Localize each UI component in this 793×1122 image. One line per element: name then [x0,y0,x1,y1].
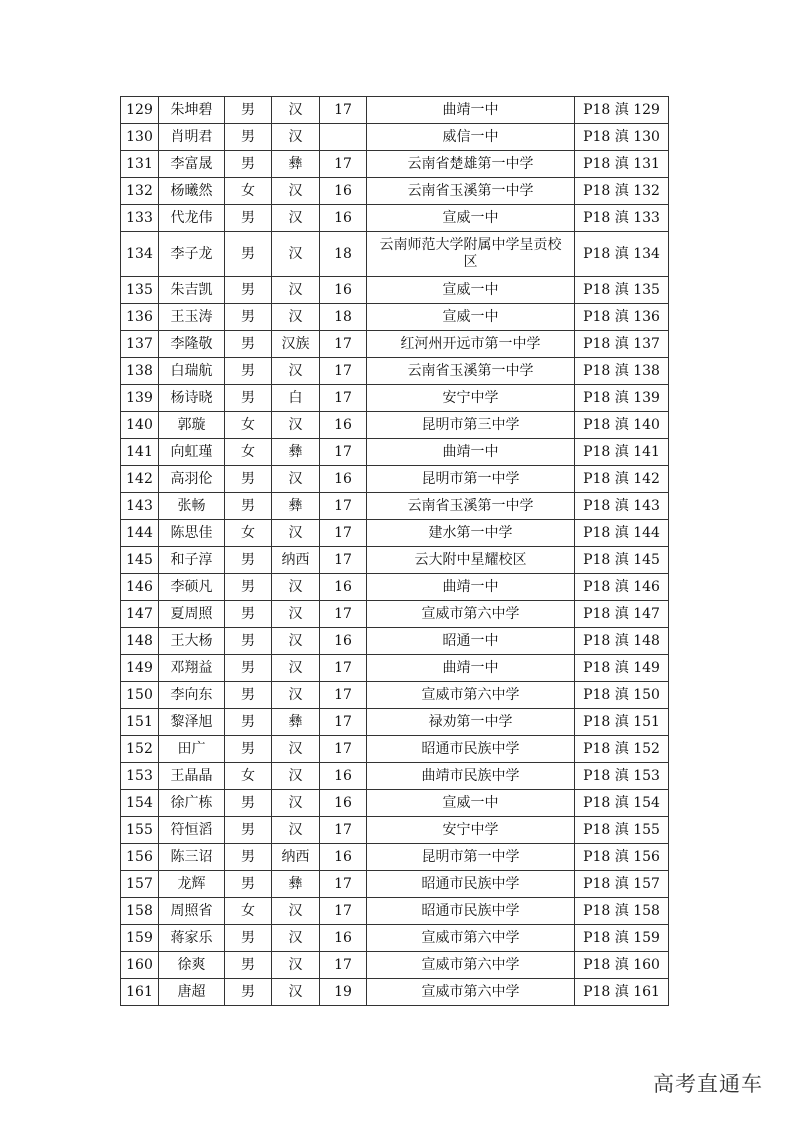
row-number-cell: 144 [121,520,159,547]
student-name-cell: 朱坤碧 [159,97,225,124]
student-id-cell: P18 滇 141 [575,439,669,466]
student-id-cell: P18 滇 145 [575,547,669,574]
age-cell [320,124,367,151]
age-cell: 17 [320,439,367,466]
school-cell: 红河州开远市第一中学 [367,331,575,358]
row-number-cell: 151 [121,709,159,736]
table-row [121,952,669,979]
row-number-cell: 158 [121,898,159,925]
sex-cell: 男 [225,232,272,277]
sex-cell: 男 [225,151,272,178]
table-row [121,178,669,205]
sex-cell: 男 [225,952,272,979]
table-row [121,439,669,466]
sex-cell: 男 [225,466,272,493]
student-id-cell: P18 滇 129 [575,97,669,124]
student-id-cell: P18 滇 150 [575,682,669,709]
table-row [121,871,669,898]
student-name-cell: 周照省 [159,898,225,925]
table-row [121,817,669,844]
student-name-cell: 肖明君 [159,124,225,151]
school-cell: 宣威市第六中学 [367,682,575,709]
row-number-cell: 133 [121,205,159,232]
student-name-cell: 李隆敬 [159,331,225,358]
sex-cell: 男 [225,304,272,331]
student-name-cell: 高羽伦 [159,466,225,493]
sex-cell: 男 [225,682,272,709]
student-name-cell: 龙辉 [159,871,225,898]
school-cell: 昆明市第一中学 [367,466,575,493]
school-cell: 昭通市民族中学 [367,736,575,763]
age-cell: 17 [320,817,367,844]
student-id-cell: P18 滇 132 [575,178,669,205]
row-number-cell: 132 [121,178,159,205]
student-id-cell: P18 滇 143 [575,493,669,520]
age-cell: 17 [320,547,367,574]
sex-cell: 男 [225,331,272,358]
row-number-cell: 134 [121,232,159,277]
student-roster-table [120,96,669,1006]
table-row [121,466,669,493]
row-number-cell: 145 [121,547,159,574]
row-number-cell: 155 [121,817,159,844]
student-name-cell: 张畅 [159,493,225,520]
age-cell: 17 [320,601,367,628]
row-number-cell: 148 [121,628,159,655]
sex-cell: 男 [225,871,272,898]
age-cell: 17 [320,736,367,763]
sex-cell: 男 [225,601,272,628]
sex-cell: 女 [225,178,272,205]
age-cell: 17 [320,898,367,925]
age-cell: 17 [320,493,367,520]
student-name-cell: 郭璇 [159,412,225,439]
ethnicity-cell: 纳西 [272,547,320,574]
table-row [121,547,669,574]
student-id-cell: P18 滇 159 [575,925,669,952]
table-row [121,493,669,520]
ethnicity-cell: 汉 [272,97,320,124]
student-name-cell: 黎泽旭 [159,709,225,736]
ethnicity-cell: 汉 [272,925,320,952]
age-cell: 16 [320,628,367,655]
student-id-cell: P18 滇 154 [575,790,669,817]
sex-cell: 女 [225,763,272,790]
row-number-cell: 139 [121,385,159,412]
student-name-cell: 杨诗晓 [159,385,225,412]
sex-cell: 男 [225,709,272,736]
student-id-cell: P18 滇 153 [575,763,669,790]
student-name-cell: 李向东 [159,682,225,709]
student-name-cell: 徐广栋 [159,790,225,817]
age-cell: 17 [320,331,367,358]
row-number-cell: 147 [121,601,159,628]
sex-cell: 男 [225,817,272,844]
sex-cell: 女 [225,439,272,466]
student-name-cell: 徐爽 [159,952,225,979]
ethnicity-cell: 汉 [272,358,320,385]
row-number-cell: 152 [121,736,159,763]
ethnicity-cell: 彝 [272,871,320,898]
sex-cell: 男 [225,628,272,655]
sex-cell: 男 [225,979,272,1006]
age-cell: 18 [320,304,367,331]
student-name-cell: 王大杨 [159,628,225,655]
student-name-cell: 代龙伟 [159,205,225,232]
age-cell: 16 [320,790,367,817]
sex-cell: 男 [225,385,272,412]
age-cell: 16 [320,277,367,304]
school-cell: 昭通市民族中学 [367,871,575,898]
age-cell: 16 [320,178,367,205]
school-cell: 云大附中星耀校区 [367,547,575,574]
row-number-cell: 146 [121,574,159,601]
ethnicity-cell: 汉 [272,979,320,1006]
table-row [121,736,669,763]
watermark-text: 高考直通车 [653,1072,763,1096]
ethnicity-cell: 汉 [272,124,320,151]
table-row [121,790,669,817]
age-cell: 16 [320,844,367,871]
ethnicity-cell: 汉族 [272,331,320,358]
school-cell: 宣威一中 [367,277,575,304]
school-cell: 昭通一中 [367,628,575,655]
student-name-cell: 田广 [159,736,225,763]
age-cell: 16 [320,925,367,952]
row-number-cell: 130 [121,124,159,151]
row-number-cell: 160 [121,952,159,979]
sex-cell: 男 [225,97,272,124]
school-cell: 安宁中学 [367,817,575,844]
sex-cell: 男 [225,547,272,574]
table-row [121,655,669,682]
row-number-cell: 149 [121,655,159,682]
school-cell: 安宁中学 [367,385,575,412]
student-name-cell: 陈思佳 [159,520,225,547]
ethnicity-cell: 白 [272,385,320,412]
student-id-cell: P18 滇 144 [575,520,669,547]
school-cell: 云南省楚雄第一中学 [367,151,575,178]
sex-cell: 女 [225,898,272,925]
school-cell: 曲靖一中 [367,97,575,124]
student-id-cell: P18 滇 161 [575,979,669,1006]
age-cell: 17 [320,385,367,412]
student-name-cell: 邓翔益 [159,655,225,682]
ethnicity-cell: 彝 [272,151,320,178]
student-name-cell: 杨曦然 [159,178,225,205]
table-row [121,385,669,412]
table-row [121,232,669,277]
student-id-cell: P18 滇 146 [575,574,669,601]
table-row [121,763,669,790]
student-name-cell: 李富晟 [159,151,225,178]
ethnicity-cell: 汉 [272,520,320,547]
ethnicity-cell: 汉 [272,952,320,979]
row-number-cell: 153 [121,763,159,790]
student-id-cell: P18 滇 130 [575,124,669,151]
age-cell: 16 [320,763,367,790]
ethnicity-cell: 汉 [272,898,320,925]
student-name-cell: 和子淳 [159,547,225,574]
row-number-cell: 159 [121,925,159,952]
sex-cell: 男 [225,358,272,385]
table-row [121,601,669,628]
school-cell: 宣威市第六中学 [367,979,575,1006]
student-name-cell: 李子龙 [159,232,225,277]
ethnicity-cell: 汉 [272,655,320,682]
student-id-cell: P18 滇 158 [575,898,669,925]
age-cell: 17 [320,97,367,124]
school-cell: 昆明市第三中学 [367,412,575,439]
age-cell: 17 [320,952,367,979]
age-cell: 17 [320,709,367,736]
age-cell: 17 [320,655,367,682]
age-cell: 17 [320,871,367,898]
table-row [121,709,669,736]
school-cell: 云南省玉溪第一中学 [367,358,575,385]
school-cell: 曲靖市民族中学 [367,763,575,790]
ethnicity-cell: 汉 [272,466,320,493]
student-id-cell: P18 滇 140 [575,412,669,439]
ethnicity-cell: 汉 [272,790,320,817]
student-id-cell: P18 滇 152 [575,736,669,763]
school-cell: 宣威市第六中学 [367,952,575,979]
school-cell: 宣威一中 [367,205,575,232]
sex-cell: 男 [225,574,272,601]
student-id-cell: P18 滇 148 [575,628,669,655]
student-name-cell: 陈三诏 [159,844,225,871]
table-row [121,124,669,151]
student-id-cell: P18 滇 135 [575,277,669,304]
age-cell: 16 [320,466,367,493]
student-id-cell: P18 滇 136 [575,304,669,331]
school-cell: 宣威一中 [367,790,575,817]
row-number-cell: 135 [121,277,159,304]
school-cell: 云南省玉溪第一中学 [367,178,575,205]
sex-cell: 女 [225,412,272,439]
table-row [121,925,669,952]
school-cell: 昭通市民族中学 [367,898,575,925]
table-row [121,844,669,871]
student-id-cell: P18 滇 131 [575,151,669,178]
roster-body [121,97,669,1006]
row-number-cell: 143 [121,493,159,520]
table-row [121,205,669,232]
sex-cell: 男 [225,205,272,232]
student-name-cell: 夏周照 [159,601,225,628]
sex-cell: 男 [225,493,272,520]
school-cell: 云南省玉溪第一中学 [367,493,575,520]
student-id-cell: P18 滇 157 [575,871,669,898]
ethnicity-cell: 汉 [272,736,320,763]
ethnicity-cell: 汉 [272,628,320,655]
school-cell: 昆明市第一中学 [367,844,575,871]
student-name-cell: 王晶晶 [159,763,225,790]
student-name-cell: 白瑞航 [159,358,225,385]
school-cell: 曲靖一中 [367,439,575,466]
table-row [121,682,669,709]
student-name-cell: 王玉涛 [159,304,225,331]
student-id-cell: P18 滇 156 [575,844,669,871]
row-number-cell: 129 [121,97,159,124]
school-cell: 禄劝第一中学 [367,709,575,736]
table-row [121,628,669,655]
ethnicity-cell: 彝 [272,439,320,466]
row-number-cell: 156 [121,844,159,871]
student-id-cell: P18 滇 134 [575,232,669,277]
ethnicity-cell: 彝 [272,709,320,736]
table-row [121,979,669,1006]
student-id-cell: P18 滇 142 [575,466,669,493]
ethnicity-cell: 汉 [272,304,320,331]
age-cell: 16 [320,205,367,232]
student-name-cell: 符恒滔 [159,817,225,844]
student-id-cell: P18 滇 151 [575,709,669,736]
ethnicity-cell: 纳西 [272,844,320,871]
table-row [121,520,669,547]
row-number-cell: 141 [121,439,159,466]
ethnicity-cell: 汉 [272,574,320,601]
row-number-cell: 157 [121,871,159,898]
table-row [121,277,669,304]
ethnicity-cell: 彝 [272,493,320,520]
sex-cell: 男 [225,844,272,871]
age-cell: 16 [320,412,367,439]
ethnicity-cell: 汉 [272,682,320,709]
age-cell: 19 [320,979,367,1006]
student-id-cell: P18 滇 147 [575,601,669,628]
age-cell: 16 [320,574,367,601]
row-number-cell: 161 [121,979,159,1006]
row-number-cell: 140 [121,412,159,439]
student-id-cell: P18 滇 139 [575,385,669,412]
school-cell: 宣威一中 [367,304,575,331]
school-cell: 曲靖一中 [367,574,575,601]
table-row [121,574,669,601]
student-name-cell: 蒋家乐 [159,925,225,952]
ethnicity-cell: 汉 [272,817,320,844]
student-id-cell: P18 滇 155 [575,817,669,844]
ethnicity-cell: 汉 [272,277,320,304]
sex-cell: 男 [225,925,272,952]
table-row [121,331,669,358]
sex-cell: 男 [225,124,272,151]
row-number-cell: 136 [121,304,159,331]
ethnicity-cell: 汉 [272,205,320,232]
school-cell: 威信一中 [367,124,575,151]
sex-cell: 男 [225,277,272,304]
age-cell: 17 [320,682,367,709]
row-number-cell: 142 [121,466,159,493]
ethnicity-cell: 汉 [272,601,320,628]
table-row [121,358,669,385]
student-name-cell: 李硕凡 [159,574,225,601]
school-cell: 宣威市第六中学 [367,925,575,952]
student-name-cell: 向虹瑾 [159,439,225,466]
student-name-cell: 朱吉凯 [159,277,225,304]
table-row [121,412,669,439]
row-number-cell: 150 [121,682,159,709]
ethnicity-cell: 汉 [272,232,320,277]
age-cell: 18 [320,232,367,277]
ethnicity-cell: 汉 [272,763,320,790]
table-row [121,304,669,331]
age-cell: 17 [320,151,367,178]
sex-cell: 男 [225,790,272,817]
row-number-cell: 137 [121,331,159,358]
student-id-cell: P18 滇 149 [575,655,669,682]
student-id-cell: P18 滇 137 [575,331,669,358]
sex-cell: 男 [225,655,272,682]
table-row [121,97,669,124]
sex-cell: 男 [225,736,272,763]
school-cell: 云南师范大学附属中学呈贡校区 [367,232,575,277]
sex-cell: 女 [225,520,272,547]
ethnicity-cell: 汉 [272,178,320,205]
row-number-cell: 138 [121,358,159,385]
age-cell: 17 [320,520,367,547]
student-name-cell: 唐超 [159,979,225,1006]
school-cell: 曲靖一中 [367,655,575,682]
student-id-cell: P18 滇 133 [575,205,669,232]
school-cell: 宣威市第六中学 [367,601,575,628]
age-cell: 17 [320,358,367,385]
row-number-cell: 154 [121,790,159,817]
student-id-cell: P18 滇 160 [575,952,669,979]
ethnicity-cell: 汉 [272,412,320,439]
student-id-cell: P18 滇 138 [575,358,669,385]
table-row [121,898,669,925]
row-number-cell: 131 [121,151,159,178]
table-row [121,151,669,178]
school-cell: 建水第一中学 [367,520,575,547]
